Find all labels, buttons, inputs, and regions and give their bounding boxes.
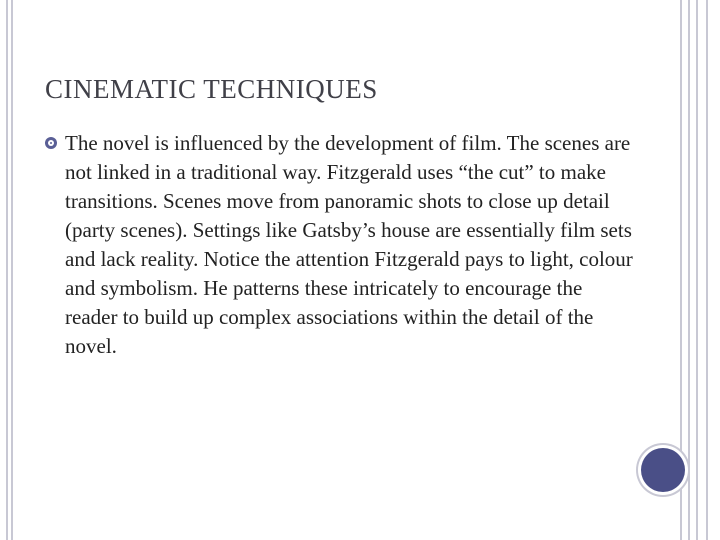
bullet-item <box>45 129 635 361</box>
bullet-text: The novel is influenced by the development of film. The scenes are not linked in a traditional way. Fitzgerald uses “the cut” to make transitions. Scenes move from panoramic shots to close up detail (party scenes). Settings like Gatsby’s house are essentially film sets and lack reality. Notice the attention Fitzgerald pays to light, colour and symbolism. He patterns these intricately to encourage the reader to build up complex associations within the detail of the novel. <box>65 131 633 358</box>
bullet-circle-icon <box>45 137 57 149</box>
slide-title: CINEMATIC TECHNIQUES <box>45 74 378 104</box>
right-decorative-rule <box>696 0 698 540</box>
bullet-list <box>45 129 635 361</box>
right-decorative-rule <box>706 0 708 540</box>
left-decorative-rule <box>11 0 13 540</box>
right-decorative-rule <box>688 0 690 540</box>
left-decorative-rule <box>6 0 8 540</box>
decorative-circle-icon <box>641 448 685 492</box>
